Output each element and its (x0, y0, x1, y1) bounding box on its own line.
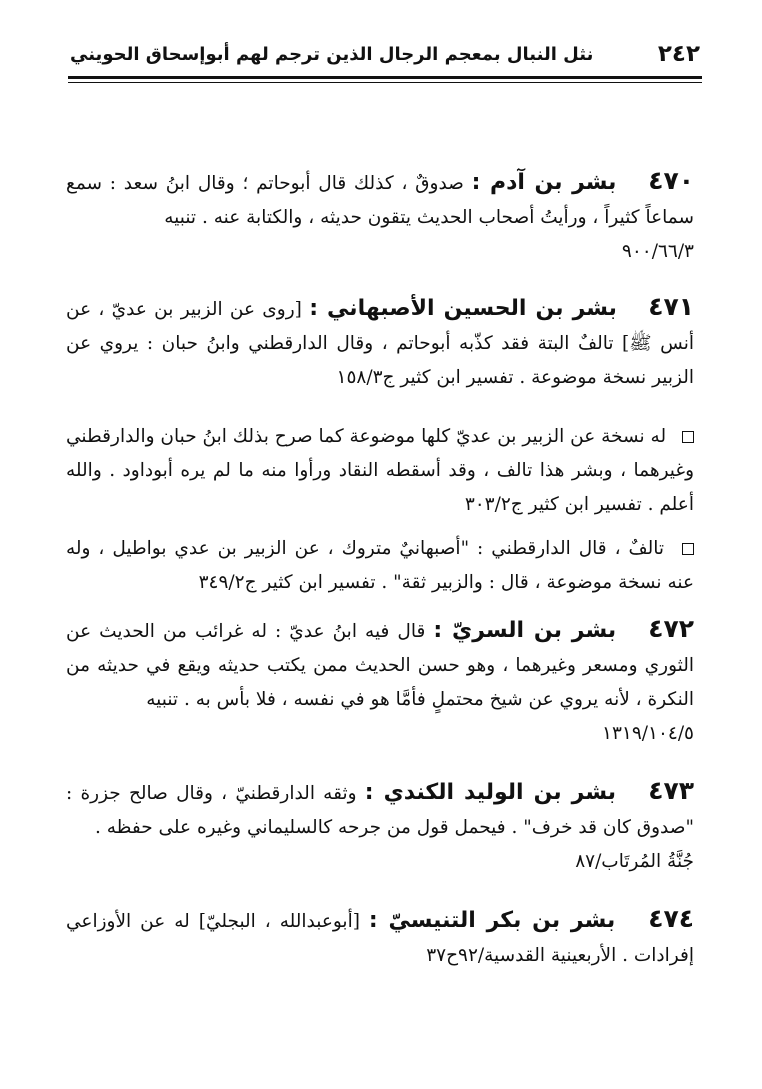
entry-number: ٤٧٢ (648, 614, 694, 643)
entry-text: وثقه الدارقطنيّ ، وقال صالح جزرة : "صدوق كان قد خرف" . فيحمل قول من جرحه كالسليماني وغيره على حفظه . (66, 783, 694, 838)
entry-note (66, 420, 694, 522)
note-box-icon (682, 431, 694, 443)
entry-source: جُنَّةُ المُرتَاب/٨٧ (575, 851, 694, 872)
entry-number: ٤٧١ (648, 292, 694, 321)
entry-471 (66, 290, 694, 395)
entry-number: ٤٧٣ (648, 776, 694, 805)
entry-source: ١٣١٩/١٠٤/٥ (602, 723, 694, 744)
page-header (70, 38, 700, 70)
entry-text: [أبوعبدالله ، البجليّ] له عن الأوزاعي إفرادات . الأربعينية القدسية/٩٢ح٣٧ (66, 911, 694, 966)
entry-text: [روى عن الزبير بن عديّ ، عن أنس ﷺ] تالفٌ البتة فقد كذّبه أبوحاتم ، وقال الدارقطني وابنُ حبان : يروي عن الزبير نسخة موضوعة . تفسير ابن كثير ج١٥٨/٣ (66, 299, 694, 388)
entry-name: بشر بن آدم : (471, 170, 617, 195)
entry-note (66, 532, 694, 600)
entry-473 (66, 774, 694, 879)
entry-text: صدوقٌ ، كذلك قال أبوحاتم ؛ وقال ابنُ سعد : سمع سماعاً كثيراً ، ورأيتُ أصحاب الحديث يتقون حديثه ، والكتابة عنه . تنبيه (66, 173, 694, 228)
header-rule-thin (68, 82, 702, 83)
entry-472 (66, 612, 694, 751)
note-text: تالفٌ ، قال الدارقطني : "أصبهانيٌ متروك ، عن الزبير بن عدي بواطيل ، وله عنه نسخة موضوعة ، قال : والزبير ثقة" . تفسير ابن كثير ج٣٤٩/٢ (66, 538, 694, 593)
entry-name: بشر بن بكر التنيسيّ : (368, 908, 616, 933)
header-rule-thick (68, 76, 702, 79)
entry-name: بشر بن الوليد الكندي : (364, 780, 616, 805)
entry-name: بشر بن السريّ : (433, 618, 617, 643)
entry-text: قال فيه ابنُ عديّ : له غرائب من الحديث عن الثوري ومسعر وغيرهما ، وهو حسن الحديث ممن يكتب حديثه ويقع في حديثه من النكرة ، لأنه يروي عن شيخ محتملٍ فأمَّا هو في نفسه ، فلا بأس به . تنبيه (66, 621, 694, 710)
entry-name: بشر بن الحسين الأصبهاني : (309, 296, 617, 321)
entry-number: ٤٧٠ (648, 166, 694, 195)
entry-number: ٤٧٤ (648, 904, 694, 933)
entry-source: ٩٠٠/٦٦/٣ (621, 241, 694, 262)
note-text: له نسخة عن الزبير بن عديّ كلها موضوعة كما صرح بذلك ابنُ حبان والدارقطني وغيرهما ، وبشر هذا تالف ، وقد أسقطه النقاد ورأوا منه ما لم يره أبوداود . والله أعلم . تفسير ابن كثير ج٣٠٣/٢ (66, 426, 694, 515)
entry-470 (66, 164, 694, 269)
page-number: ٢٤٢ (657, 41, 700, 67)
note-box-icon (682, 543, 694, 555)
running-title: نثل النبال بمعجم الرجال الذين ترجم لهم أبوإسحاق الحويني (70, 43, 594, 65)
entry-474 (66, 902, 694, 973)
